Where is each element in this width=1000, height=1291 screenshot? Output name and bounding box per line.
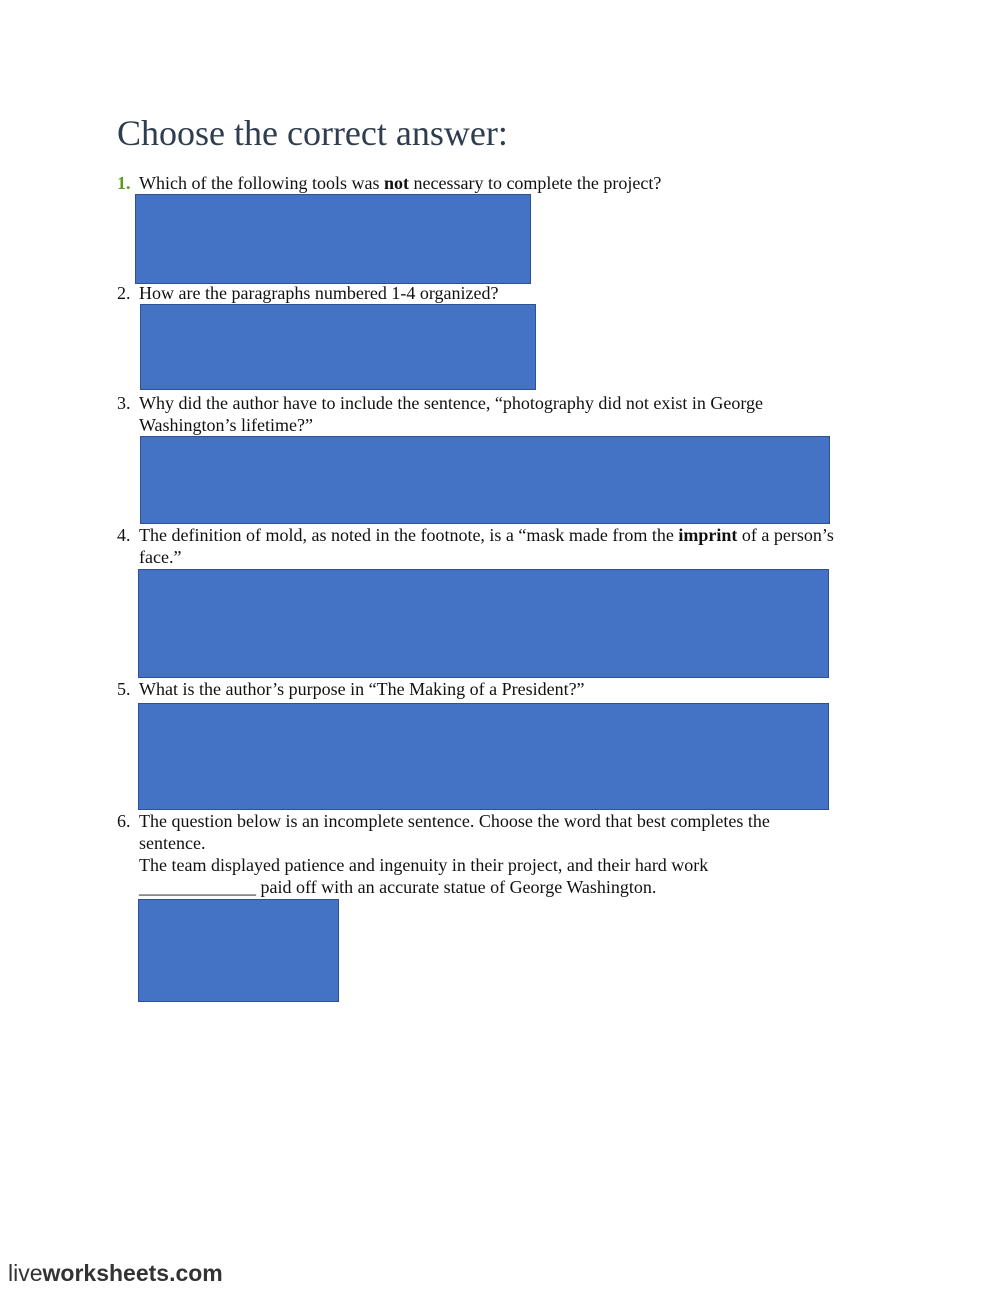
- question-text: Why did the author have to include the sentence, “photography did not exist in George Washington’s lifetime?”: [139, 393, 763, 435]
- question-4: [117, 524, 837, 568]
- question-number: 4.: [117, 525, 131, 545]
- question-number: 5.: [117, 679, 131, 699]
- question-1: [117, 172, 837, 194]
- emphasis-word: imprint: [678, 525, 738, 545]
- question-text: The definition of mold, as noted in the footnote, is a “mask made from the imprint of a person’s face.”: [139, 525, 834, 567]
- answer-box-6[interactable]: [138, 899, 339, 1002]
- logo-worksheets-text: worksheets: [42, 1260, 170, 1286]
- question-text: How are the paragraphs numbered 1-4 organized?: [139, 283, 499, 303]
- question-2: [117, 282, 837, 304]
- logo-live-text: live: [8, 1260, 43, 1286]
- question-sentence-line: The team displayed patience and ingenuity in their project, and their hard work: [139, 855, 709, 875]
- answer-box-5[interactable]: [138, 703, 829, 810]
- answer-box-3[interactable]: [140, 436, 830, 524]
- question-text: Which of the following tools was not necessary to complete the project?: [139, 173, 662, 193]
- question-sentence-line: _____________ paid off with an accurate statue of George Washington.: [139, 877, 657, 897]
- question-5: [117, 678, 837, 700]
- question-6: [117, 810, 837, 898]
- question-3: [117, 392, 837, 436]
- liveworksheets-logo: [8, 1260, 223, 1287]
- question-number: 3.: [117, 393, 131, 413]
- emphasis-word: not: [383, 173, 409, 193]
- answer-box-4[interactable]: [138, 569, 829, 678]
- question-text: The question below is an incomplete sentence. Choose the word that best completes the sentence.: [139, 811, 770, 853]
- answer-box-1[interactable]: [135, 194, 531, 284]
- answer-box-2[interactable]: [140, 304, 536, 390]
- question-number: 6.: [117, 811, 131, 831]
- logo-dotcom-text: .com: [169, 1260, 223, 1286]
- question-number: 2.: [117, 283, 131, 303]
- question-number: 1.: [117, 173, 131, 193]
- question-text: What is the author’s purpose in “The Making of a President?”: [139, 679, 585, 699]
- worksheet-title: Choose the correct answer:: [117, 113, 508, 153]
